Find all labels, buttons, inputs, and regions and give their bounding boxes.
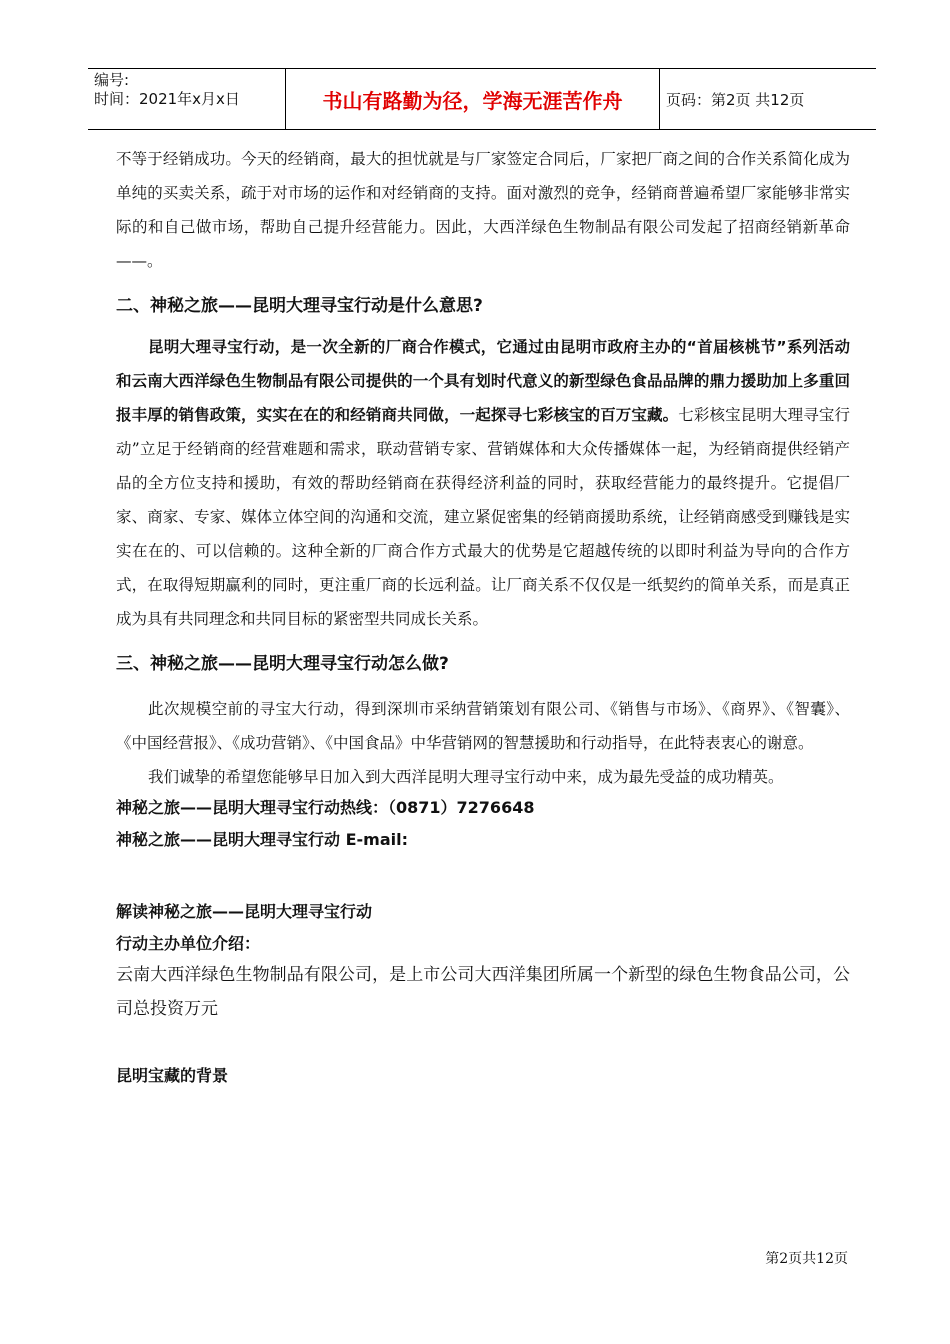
- document-date: 时间：2021年x月x日: [94, 90, 240, 108]
- section-heading-3: 三、神秘之旅——昆明大理寻宝行动怎么做?: [116, 654, 449, 674]
- section-2-paragraph: [116, 330, 850, 636]
- hotline-line: 神秘之旅——昆明大理寻宝行动热线：（0871）7276648: [116, 798, 535, 817]
- organizer-description: 云南大西洋绿色生物制品有限公司，是上市公司大西洋集团所属一个新型的绿色生物食品公司，公司总投资万元: [116, 965, 850, 1019]
- section-2-bold-text: 昆明大理寻宝行动，是一次全新的厂商合作模式，它通过由昆明市政府主办的“首届核桃节”系列活动和云南大西洋绿色生物制品有限公司提供的一个具有划时代意义的新型绿色食品品牌的鼎力援助加上多重回报丰厚的销售政策，实实在在的和经销商共同做，一起探寻七彩核宝的百万宝藏。: [116, 338, 850, 424]
- section-2-text: 七彩核宝昆明大理寻宝行动”立足于经销商的经营难题和需求，联动营销专家、营销媒体和大众传播媒体一起，为经销商提供经销产品的全方位支持和援助，有效的帮助经销商在获得经济利益的同时，获取经营能力的最终提升。它提倡厂家、商家、专家、媒体立体空间的沟通和交流，建立紧促密集的经销商援助系统，让经销商感受到赚钱是实实在在的、可以信赖的。这种全新的厂商合作方式最大的优势是它超越传统的以即时利益为导向的合作方式，在取得短期赢利的同时，更注重厂商的长远利益。让厂商关系不仅仅是一纸契约的简单关系，而是真正成为具有共同理念和共同目标的紧密型共同成长关系。: [116, 406, 850, 628]
- intro-paragraph: 不等于经销成功。今天的经销商，最大的担忧就是与厂家签定合同后，厂家把厂商之间的合作关系简化成为单纯的买卖关系，疏于对市场的运作和对经销商的支持。面对激烈的竞争，经销商普遍希望厂家能够非常实际的和自己做市场，帮助自己提升经营能力。因此，大西洋绿色生物制品有限公司发起了招商经销新革命——。: [116, 150, 850, 270]
- background-title: 昆明宝藏的背景: [116, 1066, 229, 1085]
- organizer-title: 行动主办单位介绍：: [116, 934, 261, 953]
- section-heading-2: 二、神秘之旅——昆明大理寻宝行动是什么意思?: [116, 296, 483, 316]
- header-motto: 书山有路勤为径，学海无涯苦作舟: [286, 69, 660, 129]
- header-meta: [88, 69, 286, 129]
- header-page-number: 页码：第2页 共12页: [666, 90, 805, 109]
- section-3-paragraph: 此次规模空前的寻宝大行动，得到深圳市采纳营销策划有限公司、《销售与市场》、《商界》、《智囊》、《中国经营报》、《成功营销》、《中国食品》中华营销网的智慧援助和行动指导，在此特表衷心的谢意。: [116, 700, 850, 752]
- subtitle-line: 解读神秘之旅——昆明大理寻宝行动: [116, 902, 373, 921]
- email-line: 神秘之旅——昆明大理寻宝行动 E-mail:: [116, 830, 408, 849]
- invitation-paragraph: 我们诚挚的希望您能够早日加入到大西洋昆明大理寻宝行动中来，成为最先受益的成功精英。: [148, 768, 784, 786]
- document-body: [116, 142, 850, 1090]
- page-footer: 第2页共12页: [765, 1251, 848, 1267]
- page-header: [88, 68, 876, 130]
- document-number-label: 编号:: [94, 71, 130, 89]
